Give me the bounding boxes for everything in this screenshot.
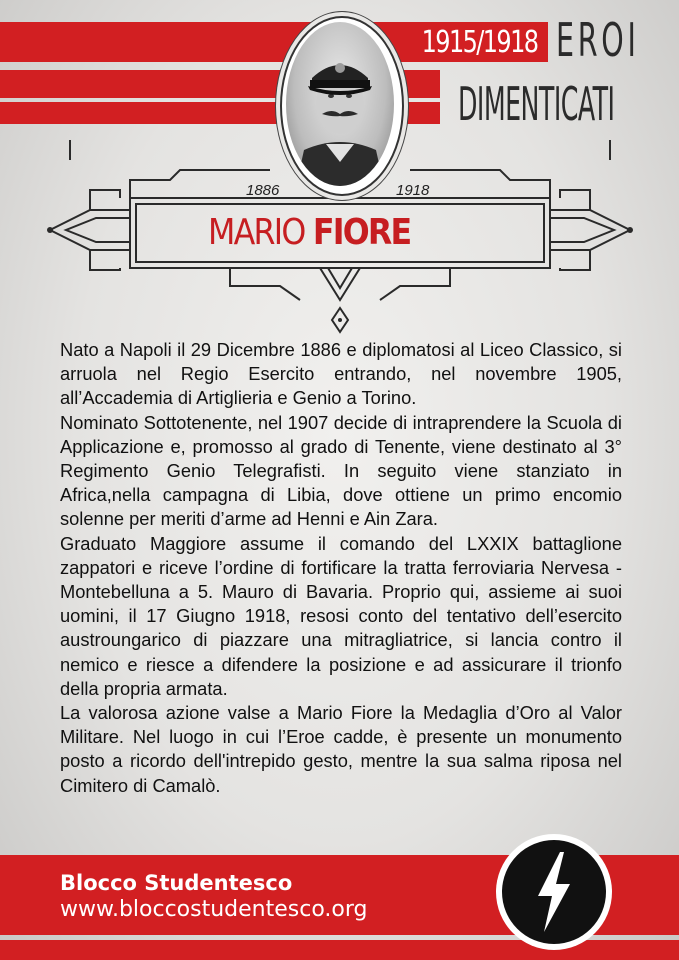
footer-url[interactable]: www.bloccostudentesco.org	[60, 897, 368, 922]
biography-text	[60, 338, 622, 798]
biography-paragraph: Graduato Maggiore assume il comando del LXXIX battaglione zappatori e riceve l’ordine di fortificare la tratta ferroviaria Nervesa - Montebelluna a 5. Mauro di Bavaria. Proprio qui, assieme ai suoi uomini, il 17 Giugno 1918, resosi conto del tentativo dell’esercito austroungarico di piazzare una mitragliatrice, si lancia contro il nemico e riesce a difendere la posizione e ad assicurare il trionfo della propria armata.	[60, 532, 622, 699]
header-years: 1915/1918	[421, 25, 538, 60]
hero-name	[208, 208, 439, 258]
birth-year: 1886	[246, 182, 280, 199]
biography-paragraph: Nato a Napoli il 29 Dicembre 1886 e diplomatosi al Liceo Classico, si arruola nel Regio Esercito entrando, nel novembre 1905, all’Accademia di Artiglieria e Genio a Torino.	[60, 339, 622, 409]
soldier-portrait	[286, 22, 394, 186]
lightning-bolt-circle-icon	[494, 832, 614, 952]
hero-first-name: MARIO	[208, 212, 305, 253]
biography-paragraph: La valorosa azione valse a Mario Fiore la Medaglia d’Oro al Valor Militare. Nel luogo in cui l’Eroe cadde, è presente un monumento posto a ricordo dell'intrepido gesto, mentre la sua salma riposa nel Cimitero di Camalò.	[60, 702, 622, 796]
death-year: 1918	[396, 182, 430, 199]
biography-paragraph: Nominato Sottotenente, nel 1907 decide di intraprendere la Scuola di Applicazione e, promosso al grado di Tenente, viene destinato al 3° Regimento Genio Telegrafisti. In seguito viene stanziato in Africa,nella campagna di Libia, dove ottiene un primo encomio solenne per meriti d’arme ad Henni e Ain Zara.	[60, 411, 622, 530]
header-title-dimenticati: DIMENTICATI	[458, 77, 615, 131]
header-title-eroi: EROI	[556, 13, 640, 67]
footer-brand: Blocco Studentesco	[60, 871, 293, 895]
portrait-photo	[286, 22, 394, 186]
hero-last-name: FIORE	[312, 212, 411, 253]
